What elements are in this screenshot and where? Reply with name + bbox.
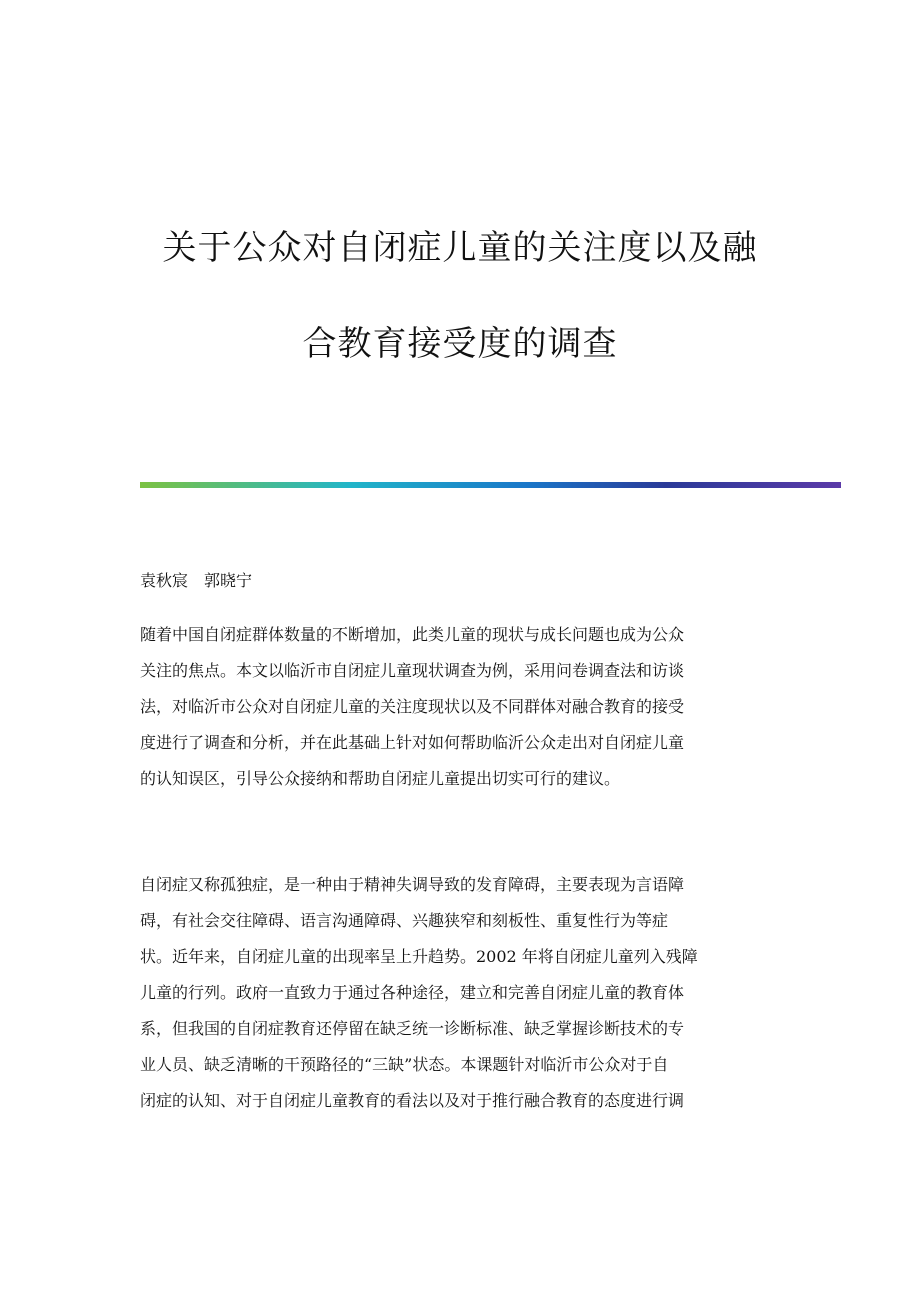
title-line-2: 合教育接受度的调查	[302, 324, 618, 364]
gradient-divider	[140, 482, 841, 488]
paragraph-line: 状。近年来，自闭症儿童的出现率呈上升趋势。2002 年将自闭症儿童列入残障	[140, 947, 698, 966]
paragraph-line: 随着中国自闭症群体数量的不断增加，此类儿童的现状与成长问题也成为公众	[140, 625, 685, 644]
paragraph-line: 业人员、缺乏清晰的干预路径的“三缺”状态。本课题针对临沂市公众对于自	[140, 1055, 669, 1074]
title-line-1: 关于公众对自闭症儿童的关注度以及融	[162, 228, 758, 268]
paragraph-line: 系，但我国的自闭症教育还停留在缺乏统一诊断标准、缺乏掌握诊断技术的专	[140, 1019, 685, 1038]
paragraph-line: 闭症的认知、对于自闭症儿童教育的看法以及对于推行融合教育的态度进行调	[140, 1091, 685, 1110]
paragraph-line: 自闭症又称孤独症，是一种由于精神失调导致的发育障碍，主要表现为言语障	[140, 875, 685, 894]
paragraph-line: 关注的焦点。本文以临沂市自闭症儿童现状调查为例，采用问卷调查法和访谈	[140, 661, 685, 680]
body-paragraph	[140, 874, 780, 1126]
paragraph-line: 法，对临沂市公众对自闭症儿童的关注度现状以及不同群体对融合教育的接受	[140, 697, 685, 716]
paragraph-line: 碍，有社会交往障碍、语言沟通障碍、兴趣狭窄和刻板性、重复性行为等症	[140, 911, 669, 930]
authors: 袁秋宸 郭晓宁	[140, 571, 253, 590]
paragraph-line: 度进行了调查和分析，并在此基础上针对如何帮助临沂公众走出对自闭症儿童	[140, 733, 685, 752]
paragraph-line: 儿童的行列。政府一直致力于通过各种途径，建立和完善自闭症儿童的教育体	[140, 983, 685, 1002]
abstract-paragraph	[140, 624, 780, 804]
paragraph-line: 的认知误区，引导公众接纳和帮助自闭症儿童提出切实可行的建议。	[140, 769, 621, 788]
